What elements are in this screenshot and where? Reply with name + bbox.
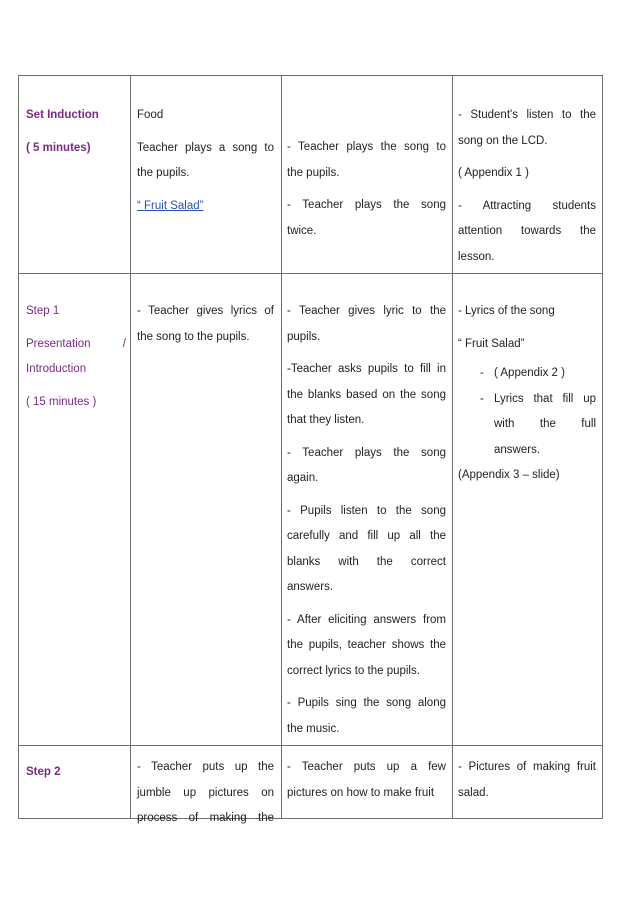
stage-subtitle-continued: Introduction — [26, 363, 87, 375]
content-line: - Teacher puts up the — [137, 761, 274, 773]
stage-subtitle-slash: / — [122, 337, 126, 350]
remarks-list-item — [458, 361, 596, 387]
remarks-line: ( Appendix 1 ) — [458, 167, 529, 179]
remarks-line: “ Fruit Salad” — [458, 337, 525, 350]
content-line: the song to the pupils. — [137, 330, 250, 343]
lesson-plan-table — [18, 75, 603, 824]
stage-title: Step 1 — [26, 305, 60, 317]
activity-line: -Teacher asks pupils to fill in — [287, 363, 446, 375]
list-item-text: answers. — [494, 443, 541, 456]
activity-line: twice. — [287, 224, 317, 237]
remarks-line: - Attracting students — [458, 199, 596, 212]
remarks-line: salad. — [458, 786, 489, 799]
list-item-text: with the full — [494, 418, 596, 430]
column-divider — [130, 76, 131, 818]
content-line: Teacher plays a song to — [137, 141, 274, 154]
remarks-list-item — [458, 387, 596, 464]
activity-line: answers. — [287, 581, 334, 593]
step-1-content-cell — [137, 299, 274, 350]
song-title-link[interactable]: “ Fruit Salad” — [137, 199, 204, 212]
activity-line: - After eliciting answers from — [287, 613, 446, 626]
activity-line: - Teacher gives lyric to the — [287, 305, 446, 317]
remarks-line: - Pictures of making fruit — [458, 761, 596, 773]
activity-line: the pupils. — [287, 166, 340, 179]
step-2-remarks-cell — [458, 755, 596, 806]
activity-line: - Teacher puts up a few — [287, 761, 446, 773]
activity-line: that they listen. — [287, 414, 365, 426]
activity-line: - Pupils listen to the song — [287, 504, 446, 517]
activity-line: carefully and fill up all the — [287, 530, 446, 542]
activity-line: pictures on how to make fruit — [287, 786, 435, 799]
step-1-label-cell — [26, 299, 126, 415]
content-line: jumble up pictures on — [137, 786, 274, 799]
set-induction-activity-cell — [287, 135, 446, 244]
column-divider — [281, 76, 282, 818]
remarks-line: song on the LCD. — [458, 134, 548, 147]
activity-line: blanks with the correct — [287, 555, 446, 568]
step-2-label-cell — [26, 760, 126, 786]
stage-duration: ( 15 minutes ) — [26, 395, 97, 408]
activity-line: - Teacher plays the song — [287, 199, 446, 211]
set-induction-label-cell — [26, 103, 126, 161]
activity-line: the pupils, teacher shows the — [287, 639, 446, 651]
activity-line: pupils. — [287, 330, 321, 343]
step-2-activity-cell — [287, 755, 446, 806]
remarks-line: - Lyrics of the song — [458, 305, 555, 317]
stage-title: Set Induction — [26, 109, 99, 121]
remarks-line: lesson. — [458, 250, 495, 263]
step-2-content-cell — [137, 755, 274, 832]
remarks-line: - Student's listen to the — [458, 109, 596, 121]
row-divider — [19, 273, 602, 274]
list-item-text: Lyrics that fill up — [494, 392, 596, 405]
stage-duration: ( 5 minutes) — [26, 141, 91, 154]
content-line: the pupils. — [137, 167, 190, 179]
content-line: Food — [137, 109, 164, 121]
activity-line: the blanks based on the song — [287, 388, 446, 401]
remarks-line: attention towards the — [458, 225, 596, 237]
row-divider — [19, 745, 602, 746]
step-1-activity-cell — [287, 299, 446, 742]
set-induction-content-cell — [137, 103, 274, 219]
step-1-remarks-cell — [458, 299, 596, 489]
activity-line: - Teacher plays the song — [287, 446, 446, 459]
remarks-line: (Appendix 3 – slide) — [458, 469, 560, 481]
stage-subtitle-text: Presentation — [26, 337, 91, 350]
set-induction-remarks-cell — [458, 103, 596, 270]
activity-line: the music. — [287, 722, 340, 735]
column-divider — [452, 76, 453, 818]
stage-subtitle — [26, 332, 126, 358]
list-item-text: ( Appendix 2 ) — [494, 367, 565, 379]
content-line: process of making the — [137, 812, 274, 824]
activity-line: - Pupils sing the song along — [287, 697, 446, 709]
activity-line: - Teacher plays the song to — [287, 141, 446, 153]
content-line: - Teacher gives lyrics of — [137, 305, 274, 317]
activity-line: correct lyrics to the pupils. — [287, 664, 420, 677]
list-dash: - — [480, 392, 484, 405]
activity-line: again. — [287, 472, 319, 484]
stage-title: Step 2 — [26, 766, 61, 778]
list-dash: - — [480, 367, 484, 379]
